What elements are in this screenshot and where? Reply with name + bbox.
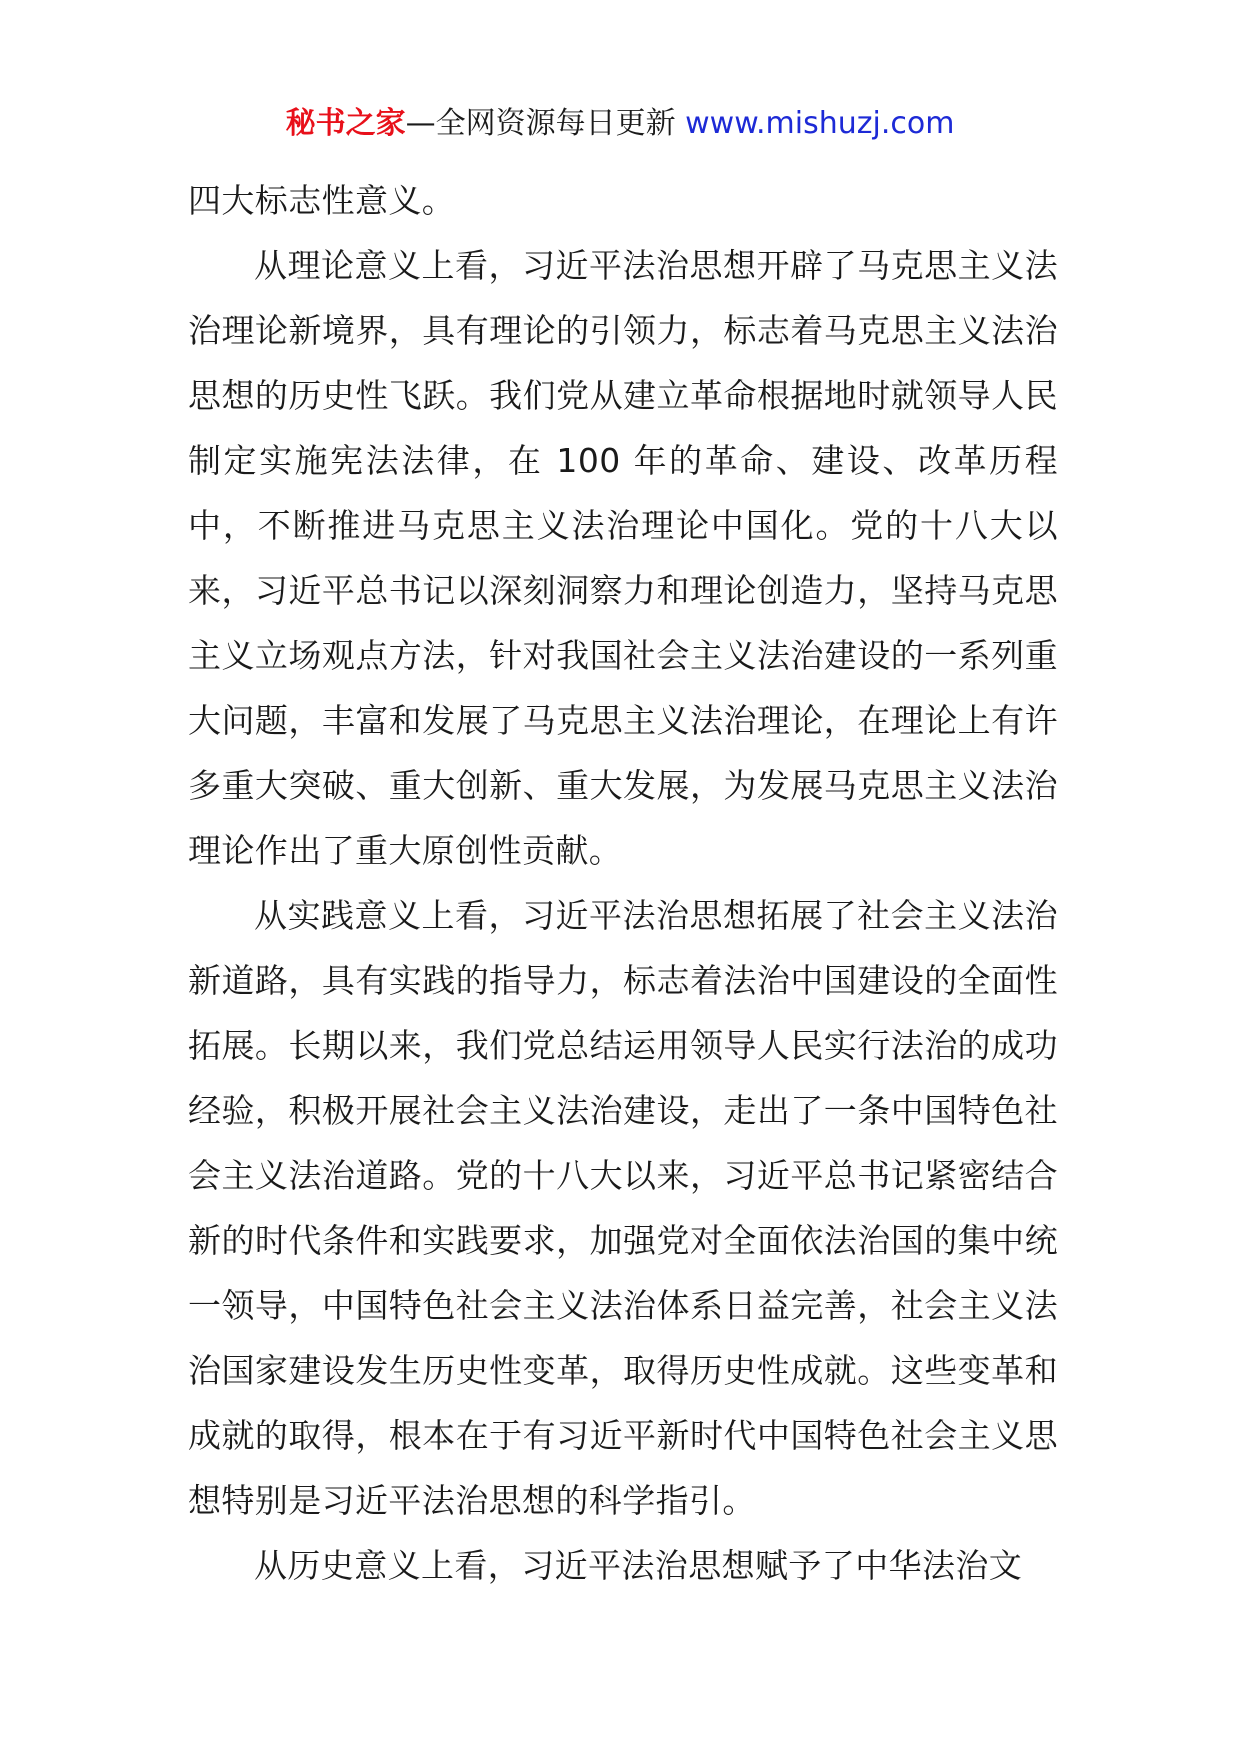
paragraph-history: 从历史意义上看，习近平法治思想赋予了中华法治文 [254,1546,1023,1585]
document-body [188,168,1058,1598]
header-url-link[interactable]: www.mishuzj.com [685,106,955,141]
paragraph-practice: 从实践意义上看，习近平法治思想拓展了社会主义法治新道路，具有实践的指导力，标志着法治中国建设的全面性拓展。长期以来，我们党总结运用领导人民实行法治的成功经验，积极开展社会主义法治建设，走出了一条中国特色社会主义法治道路。党的十八大以来，习近平总书记紧密结合新的时代条件和实践要求，加强党对全面依法治国的集中统一领导，中国特色社会主义法治体系日益完善，社会主义法治国家建设发生历史性变革，取得历史性成就。这些变革和成就的取得，根本在于有习近平新时代中国特色社会主义思想特别是习近平法治思想的科学指引。 [188,896,1058,1520]
paragraph-theory: 从理论意义上看，习近平法治思想开辟了马克思主义法治理论新境界，具有理论的引领力，标志着马克思主义法治思想的历史性飞跃。我们党从建立革命根据地时就领导人民制定实施宪法法律，在 100 年的革命、建设、改革历程中，不断推进马克思主义法治理论中国化。党的十八大以来，习近平总书记以深刻洞察力和理论创造力，坚持马克思主义立场观点方法，针对我国社会主义法治建设的一系列重大问题，丰富和发展了马克思主义法治理论，在理论上有许多重大突破、重大创新、重大发展，为发展马克思主义法治理论作出了重大原创性贡献。 [188,246,1058,870]
header-brand: 秘书之家 [285,106,406,141]
header-tagline: —全网资源每日更新 [405,106,676,141]
page-header [0,104,1240,144]
paragraph-continuation: 四大标志性意义。 [188,181,456,220]
